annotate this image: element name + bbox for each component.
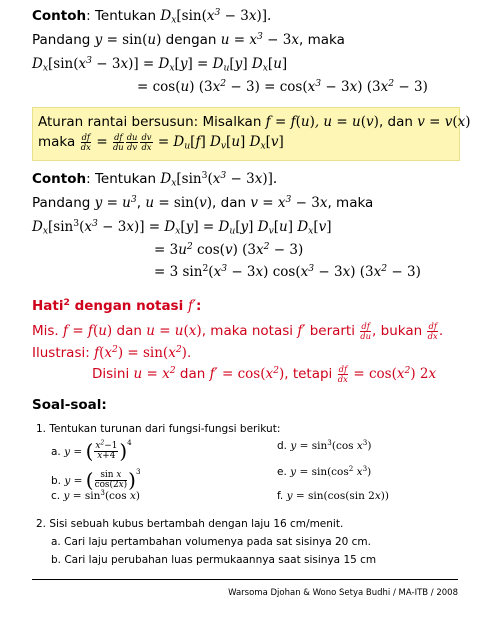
q1f: f. y = sin(cos(sin 2x)): [277, 490, 389, 502]
q2a: a. Cari laju pertambahan volumenya pada sat sisinya 20 cm.: [51, 536, 371, 548]
example2-step3: = 3 $\sin^2(x^3 - 3x) \cos(x^3 - 3x) (3x^2 - 3)$: [154, 262, 421, 280]
notation-here-label: Disini: [92, 365, 130, 382]
example1-setup: Pandang y = sin(u) dengan $u = x^3 - 3x$, maka: [32, 30, 345, 48]
chain-rule-then: maka: [38, 133, 76, 150]
q1a-label: a.: [51, 445, 61, 458]
exercises-heading: Soal-soal:: [32, 397, 107, 413]
example1-setup-prefix: Pandang: [32, 32, 91, 48]
example1-step2: = cos(u) $(3x^2 - 3) = \cos(x^3 - 3x) (3x^2 - 3)$: [137, 77, 428, 95]
q2-intro: 2. Sisi sebuah kubus bertambah dengan laju 16 cm/menit.: [36, 518, 344, 530]
example2-setup-and: dan: [220, 195, 247, 211]
notation-illustration: Ilustrasi: $f(x^2) = \sin(x^2)$.: [32, 343, 192, 361]
notation-mis-and: dan: [116, 322, 142, 339]
example2-step1: $D_x[\sin^3(x^3 - 3x)] = D_x[y] = D_u[y]$ $D_v[u]$ $D_x[v]$: [32, 217, 332, 237]
example2-setup-prefix: Pandang: [32, 195, 91, 211]
q1d-label: d.: [277, 440, 288, 452]
example2-task: Tentukan: [94, 171, 157, 187]
q1f-label: f.: [277, 490, 284, 502]
q1b: b. y = ( $\frac{\text{sin x}}{\cos(2x)}$ )$^3$: [51, 467, 141, 492]
example2-setup-suffix: maka: [336, 195, 374, 211]
example1-step1: $D_x[\sin(x^3 - 3x)] = D_x[y] = D_u[y]$ $D_x[u]$: [32, 54, 288, 74]
notation-mis-not: bukan: [380, 322, 423, 339]
q1c: c. $y = \sin^3(\cos$ x): [51, 488, 141, 502]
example2-label: Contoh: [32, 171, 87, 187]
example1-setup-suffix: maka: [307, 32, 345, 48]
notation-heading-rest: dengan notasi: [74, 298, 184, 314]
example2-title: Contoh: Tentukan $D_x[\sin^3(x^3 - 3x)]$.: [32, 169, 278, 189]
q1e-label: e.: [277, 466, 287, 478]
notation-mis-prefix: Mis.: [32, 322, 59, 339]
notation-here-and: dan: [179, 365, 206, 382]
notation-here-but: tetapi: [292, 365, 333, 382]
notation-illustration-label: Ilustrasi:: [32, 345, 90, 361]
notation-heading-text: Hati: [32, 298, 64, 314]
footer-rule: [32, 579, 458, 580]
footer-credit: Warsoma Djohan & Wono Setya Budhi / MA-ITB / 2008: [228, 588, 458, 598]
notation-mis: Mis. f = f(u) dan u = u(x), maka notasi f′ berarti $\frac{df}{du}$ , bukan $\frac{df}{dx}$ .: [32, 321, 444, 341]
example2-step2: = $3u^2$ cos(v) $(3x^2 - 3)$: [154, 240, 304, 258]
example2-setup: Pandang $y = u^3$, u = sin(v), dan $v = x^3 - 3x$, maka: [32, 193, 374, 211]
notation-mis-means: berarti: [309, 322, 355, 339]
q1a: a. y = ( $\frac{x^2-1}{x+4}$ )$^4$: [51, 438, 132, 463]
chain-rule-line1: Aturan rantai bersusun: Misalkan f = f(u), u = u(v), dan v = v(x): [38, 114, 471, 130]
exercises-heading-text: Soal-soal: [32, 397, 102, 413]
example1-setup-word: dengan: [165, 32, 217, 48]
notation-mis-mid: maka notasi: [210, 322, 294, 339]
example1-label: Contoh: [32, 8, 87, 24]
notation-heading-sup: 2: [63, 296, 70, 308]
q1-intro: 1. Tentukan turunan dari fungsi-fungsi berikut:: [36, 423, 281, 435]
example1-title: Contoh: Tentukan $D_x[\sin(x^3 - 3x)]$.: [32, 6, 272, 26]
q1c-label: c.: [51, 490, 61, 502]
q1d: d. $y = \sin^3(\cos$ $x^3$): [277, 438, 372, 452]
chain-rule-text: Aturan rantai bersusun: Misalkan: [38, 114, 262, 130]
q2b: b. Cari laju perubahan luas permukaannya saat sisinya 15 cm: [51, 554, 377, 566]
notation-here: Disini $u = x^2$ dan $f' = \cos(x^2)$, tetapi $\frac{df}{dx}$ = $\cos(x^2)$ 2x: [92, 364, 437, 384]
notation-heading: Hati$^2$ dengan notasi f′:: [32, 296, 202, 314]
q1e: e. $y = \sin(\cos^2$ $x^3$): [277, 464, 372, 478]
example1-formula: $D_x[\sin(x^3 - 3x)]$.: [160, 6, 272, 26]
chain-rule-and: dan: [387, 114, 413, 130]
q1b-label: b.: [51, 474, 62, 487]
chain-rule-line2: maka $\frac{df}{dx}$ = $\frac{df}{du}$ $\frac{du}{dv}$ $\frac{dv}{dx}$ = $D_u[f]$ $D_v[u]$ $D_x[v]$: [38, 132, 284, 152]
example1-task: Tentukan: [94, 8, 157, 24]
